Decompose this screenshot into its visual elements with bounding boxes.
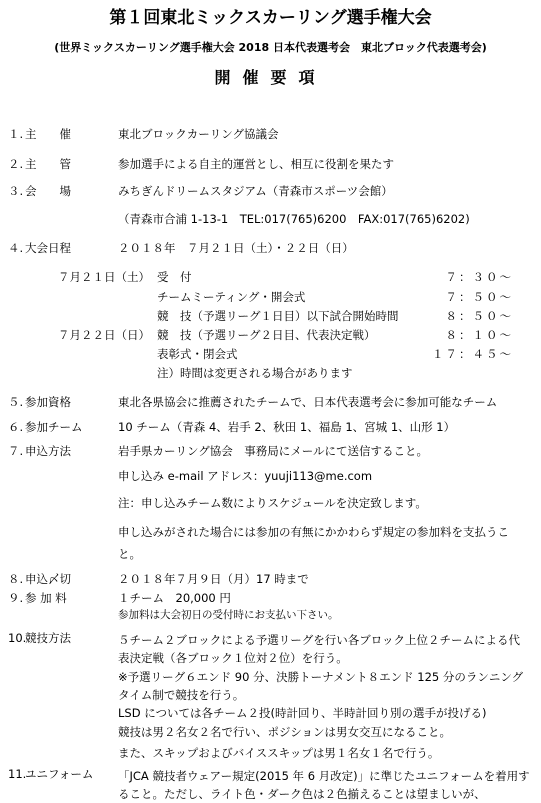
item-label: 大会日程 [25, 241, 71, 255]
item-number: ２. [8, 157, 24, 171]
item-label: 主 催 [25, 127, 71, 141]
schedule-event: チームミーティング・開会式 [157, 290, 306, 304]
item-text: 参加選手による自主的運営とし、相互に役割を果たす [118, 157, 394, 171]
document-title: 第１回東北ミックスカーリング選手権大会 [109, 8, 432, 28]
fee-note-text: 申し込みがされた場合には参加の有無にかかわらず規定の参加料を支払うこと。 [118, 525, 509, 561]
item-number: ６. [8, 420, 24, 434]
rules-text: LSD については各チーム２投(時計回り、半時計回り別の選手が投げる) [118, 706, 487, 720]
item-text: ２０１８年 ７月２１日（土）・２２日（日） [118, 241, 354, 255]
venue-address-text: （青森市合浦 1-13-1 TEL:017(765)6200 FAX:017(765)6202) [118, 212, 470, 226]
item-number: １. [8, 127, 24, 141]
schedule-event: 競 技（予選リーグ１日目）以下試合開始時間 [157, 309, 399, 323]
item-label: 参 加 料 [25, 591, 67, 605]
item-number: ３. [8, 184, 24, 198]
schedule-time: １７：４５～ [432, 347, 513, 361]
item-label: 主 管 [25, 157, 71, 171]
schedule-event: 表彰式・閉会式 [157, 347, 238, 361]
note-text: 注：申し込みチーム数によりスケジュールを決定致します。 [118, 496, 427, 510]
document-subtitle: (世界ミックスカーリング選手権大会 2018 日本代表選考会 東北ブロック代表選考会) [54, 41, 487, 54]
item-text: 10 チーム（青森 4、岩手 2、秋田 1、福島 1、宮城 1、山形 1） [118, 420, 456, 434]
item-label: ユニフォーム [25, 767, 94, 781]
schedule-event: 受 付 [157, 270, 192, 284]
item-text: みちぎんドリームスタジアム（青森市スポーツ会館） [118, 184, 393, 198]
item-text: 東北各県協会に推薦されたチームで、日本代表選考会に参加可能なチーム [118, 395, 498, 409]
item-text: ２０１８年７月９日（月）17 時まで [118, 572, 309, 586]
schedule-time: ７：５０～ [445, 290, 513, 304]
email-text: 申し込み e-mail アドレス：yuuji113@me.com [118, 469, 373, 483]
rules-text: ※予選リーグ６エンド 90 分、決勝トーナメント８エンド 125 分のランニングタイム制で競技を行う。 [118, 670, 524, 702]
schedule-event: 競 技（予選リーグ２日目、代表決定戦） [157, 328, 376, 342]
item-text: 東北ブロックカーリング協議会 [118, 127, 279, 141]
schedule-note: 注）時間は変更される場合があります [157, 366, 353, 380]
item-label: 申込方法 [25, 444, 71, 458]
schedule-time: ８：５０～ [445, 309, 513, 323]
item-number: 10. [8, 631, 27, 645]
item-label: 申込〆切 [25, 572, 71, 586]
item-text: １チーム 20,000 円 [118, 591, 231, 605]
schedule-time: ７：３０～ [445, 270, 513, 284]
item-number: ５. [8, 395, 24, 409]
item-number: ７. [8, 444, 24, 458]
item-number: ４. [8, 241, 24, 255]
rules-text: 競技は男２名女２名で行い、ポジションは男女交互になること。 [118, 725, 451, 739]
schedule-day: ７月２２日（日） [58, 328, 150, 342]
item-number: ９. [8, 591, 24, 605]
item-number: 11. [8, 767, 27, 781]
item-text: 「JCA 競技者ウェアー規定(2015 年 6 月改定)」に準じたユニフォームを着用すること。ただし、ライト色・ダーク色は２色揃えることは望ましいが、 [118, 769, 530, 801]
item-number: ８. [8, 572, 24, 586]
item-text: 岩手県カーリング協会 事務局にメールにて送信すること。 [118, 444, 429, 458]
schedule-time: ８：１０～ [445, 328, 513, 342]
section-heading: 開催要項 [214, 68, 327, 87]
item-label: 競技方法 [25, 631, 71, 645]
rules-text: また、スキップおよびバイススキップは男１名女１名で行う。 [118, 746, 440, 760]
fee-note-text: 参加料は大会初日の受付時にお支払い下さい。 [118, 609, 339, 621]
item-label: 参加資格 [25, 395, 71, 409]
item-label: 参加チーム [25, 420, 83, 434]
item-label: 会 場 [25, 184, 71, 198]
schedule-day: ７月２１日（土） [58, 270, 150, 284]
item-text: ５チーム２ブロックによる予選リーグを行い各ブロック上位２チームによる代表決定戦（各ブロック１位対２位）を行う。 [118, 633, 521, 665]
